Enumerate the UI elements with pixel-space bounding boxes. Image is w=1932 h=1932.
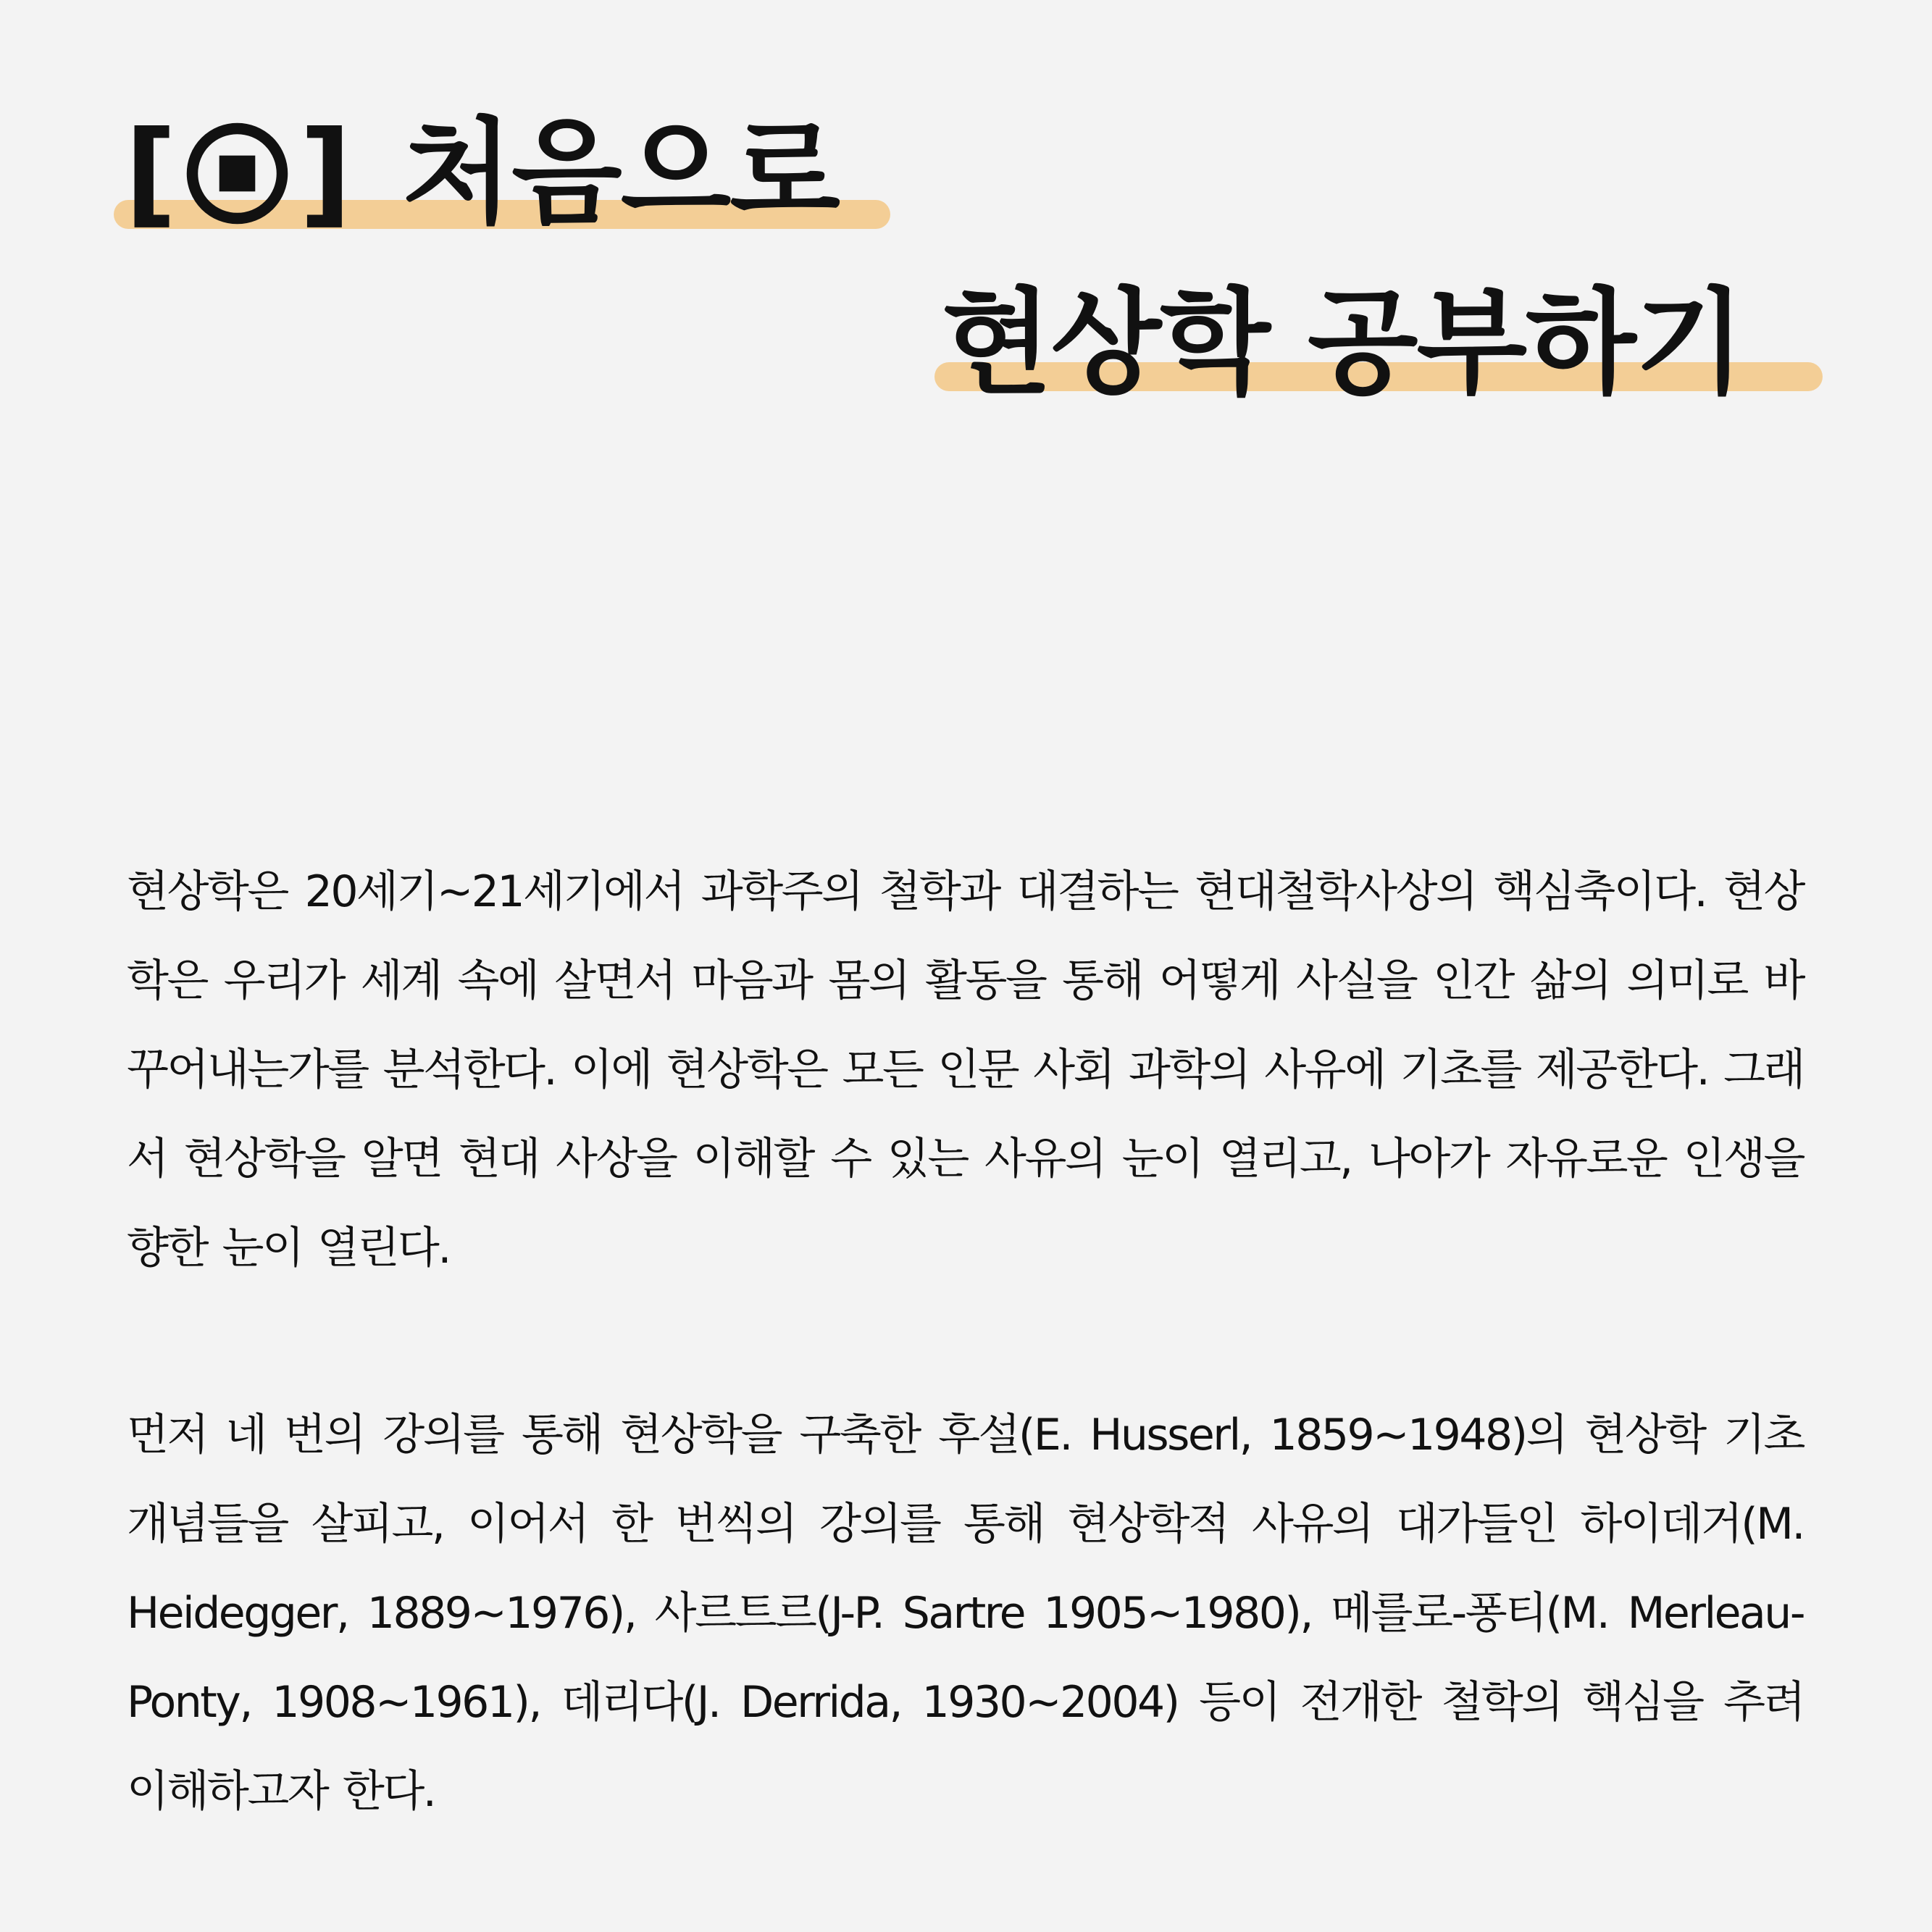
stop-circle-icon — [181, 117, 293, 230]
title-bracket-close: ] — [299, 106, 351, 240]
title-bracket-open: [ — [125, 106, 176, 240]
title-text-line-2: 현상학 공부하기 — [942, 277, 1744, 410]
body-paragraph-2: 먼저 네 번의 강의를 통해 현상학을 구축한 후설(E. Husserl, 1859~1948)의 현상학 기초 개념들을 살피고, 이어서 한 번씩의 강의를 통해 현상학적 사유의 대가들인 하이데거(M. Heidegger, 1889~1976), 사르트르(J-P. Sartre 1905~1980), 메를로-퐁티(M. Merleau-Ponty, 1908~1961), 데리다(J. Derrida, 1930~2004) 등이 전개한 철학의 핵심을 추려 이해하고자 한다. — [127, 1410, 1804, 1817]
title-line-1 — [123, 106, 839, 240]
title-line-2 — [942, 277, 1744, 410]
body-paragraph-1: 현상학은 20세기~21세기에서 과학주의 철학과 대결하는 현대철학사상의 핵심축이다. 현상학은 우리가 세계 속에 살면서 마음과 몸의 활동을 통해 어떻게 사실을 인간 삶의 의미로 바꾸어내는가를 분석한다. 이에 현상학은 모든 인문 사회 과학의 사유에 기초를 제공한다. 그래서 현상학을 알면 현대 사상을 이해할 수 있는 사유의 눈이 열리고, 나아가 자유로운 인생을 향한 눈이 열린다. — [127, 866, 1804, 1274]
title-text-line-1: 처음으로 — [402, 106, 839, 240]
